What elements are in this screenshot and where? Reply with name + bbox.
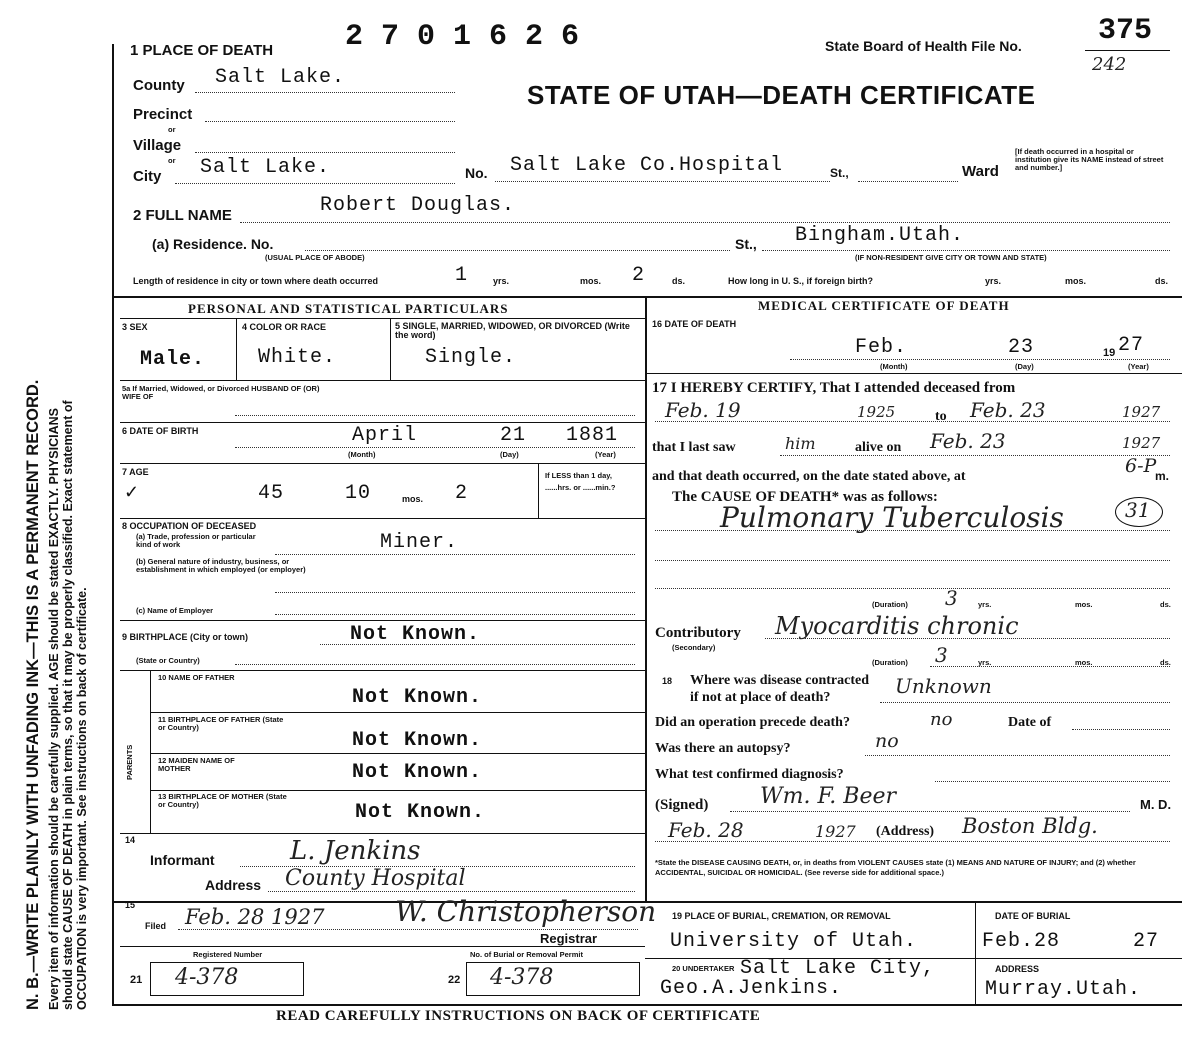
dod-label: 16 DATE OF DEATH: [652, 319, 737, 329]
autopsy-line: [865, 755, 1170, 756]
age-ds: 2: [455, 482, 469, 505]
occupation-c: (c) Name of Employer: [136, 606, 214, 615]
full-name-label: 2 FULL NAME: [133, 207, 232, 224]
burial-place: University of Utah.: [670, 930, 918, 953]
or-2: or: [168, 156, 176, 165]
parents-label: PARENTS: [125, 744, 134, 780]
row-occ-bottom: [120, 620, 645, 621]
q18-line: [880, 702, 1170, 703]
race-value: White.: [258, 346, 337, 369]
attended-from-yr: 1925: [857, 403, 896, 421]
md-label: M. D.: [1140, 797, 1172, 812]
less-than-label: If LESS than 1 day, ......hrs. or ......min.?: [545, 471, 616, 492]
length-yrs: 1: [455, 264, 469, 287]
certificate-title: STATE OF UTAH—DEATH CERTIFICATE: [527, 80, 1036, 110]
village-line: [195, 152, 455, 153]
full-name-line: [240, 222, 1170, 223]
residence-line-2: [762, 250, 1170, 251]
secondary-label: (Secondary): [672, 643, 716, 652]
row-dod-bottom: [645, 373, 1182, 374]
q18-answer: Unknown: [895, 674, 992, 698]
dob-month: April: [352, 424, 418, 447]
dob-day: 21: [500, 424, 527, 447]
dod-month-label: (Month): [880, 362, 908, 371]
occupation-value: Miner.: [380, 531, 459, 554]
test-label: What test confirmed diagnosis?: [655, 767, 844, 782]
race-divider: [390, 318, 391, 380]
city-line: [175, 183, 455, 184]
birthplace-label: 9 BIRTHPLACE (City or town): [122, 632, 248, 642]
operation-label: Did an operation precede death?: [655, 715, 850, 730]
row-filed-bottom: [120, 946, 645, 947]
table-top: [112, 296, 1182, 298]
ward-label: Ward: [962, 163, 999, 180]
length-mos-label: mos.: [580, 276, 602, 286]
date-of-label: Date of: [1008, 715, 1052, 730]
burial-permit-label: No. of Burial or Removal Permit: [470, 950, 583, 959]
to-label: to: [935, 409, 947, 424]
burial-date-label: DATE OF BURIAL: [995, 911, 1071, 921]
county-label: County: [133, 77, 185, 94]
informant-address-line: [268, 891, 635, 892]
certify-text: 17 I HEREBY CERTIFY, That I attended deceased from: [652, 380, 1016, 396]
filed-value: Feb. 28 1927: [185, 905, 325, 929]
residence-value: Bingham.Utah.: [795, 224, 965, 247]
dod-year-label: (Year): [1128, 362, 1149, 371]
filed-label: Filed: [145, 921, 167, 931]
precinct-label: Precinct: [133, 106, 193, 123]
center-divider: [645, 296, 647, 901]
physician-address: Boston Bldg.: [962, 814, 1098, 838]
informant-address: County Hospital: [285, 866, 466, 891]
row-fbp-bottom: [150, 753, 645, 754]
last-saw-text: that I last saw: [652, 440, 736, 455]
cert-number: 2 7 0 1 6 2 6: [345, 20, 580, 54]
mother-value: Not Known.: [352, 761, 483, 784]
street-line: [495, 181, 830, 182]
undertaker-address-label: ADDRESS: [995, 964, 1040, 974]
signed-date: Feb. 28: [668, 818, 744, 842]
age-check: ✓: [124, 482, 140, 502]
signed-year: 1927: [815, 822, 856, 841]
alive-on-label: alive on: [855, 440, 902, 455]
registrar-label: Registrar: [540, 931, 598, 946]
age-mos-label: mos.: [402, 494, 424, 504]
personal-heading-line: [120, 318, 645, 319]
contributory-line: [765, 638, 1170, 639]
duration-line-2: [930, 666, 1170, 667]
dur1-mos: mos.: [1075, 600, 1093, 609]
ward-note: [If death occurred in a hospital or institution give its NAME instead of street and number.]: [1015, 147, 1164, 172]
city-label: City: [133, 168, 162, 185]
length-yrs-label: yrs.: [493, 276, 510, 286]
permit-value: 4-378: [490, 965, 554, 990]
industry-line: [275, 592, 635, 593]
dob-line: [235, 447, 635, 448]
occupation-a: (a) Trade, profession or particular kind of work: [136, 532, 256, 549]
cause-line-2: [655, 560, 1170, 561]
race-label: 4 COLOR OR RACE: [242, 322, 327, 332]
county-line: [195, 92, 455, 93]
dod-line: [790, 359, 1170, 360]
precinct-line: [205, 121, 455, 122]
signed-label: (Signed): [655, 797, 709, 813]
file-no-line: [1085, 50, 1170, 51]
reg-no-index: 21: [130, 974, 143, 986]
registrar-line: [178, 929, 638, 930]
age-yrs: 45: [258, 482, 285, 505]
autopsy-label: Was there an autopsy?: [655, 741, 791, 756]
file-sub: 242: [1092, 54, 1127, 75]
q18-text-a: Where was disease contracted: [690, 673, 869, 688]
father-value: Not Known.: [352, 686, 483, 709]
dob-year-label: (Year): [595, 450, 616, 459]
us-mos-label: mos.: [1065, 276, 1087, 286]
age-mos: 10: [345, 482, 372, 505]
length-label: Length of residence in city or town where death occurred: [133, 276, 379, 286]
full-name-value: Robert Douglas.: [320, 194, 516, 217]
side-note: [24, 50, 104, 1010]
us-ds-label: ds.: [1155, 276, 1169, 286]
attended-to: Feb. 23: [970, 398, 1046, 422]
last-saw-date: Feb. 23: [930, 429, 1006, 453]
row-dob-bottom: [120, 463, 645, 464]
duration-1: 3: [945, 586, 958, 610]
address-line: [655, 841, 1170, 842]
row-mother-bottom: [150, 790, 645, 791]
street-value: Salt Lake Co.Hospital: [510, 154, 784, 177]
no-label: No.: [465, 165, 488, 181]
side-note-line3: should state CAUSE OF DEATH in plain terms, so that it may be properly classified. Exact statement of: [61, 400, 75, 1010]
filed-number: 15: [125, 900, 136, 910]
frame-bottom: [112, 1004, 1182, 1006]
burial-year: 27: [1133, 930, 1160, 953]
birthplace-state: (State or Country): [136, 656, 200, 665]
employer-line: [275, 614, 635, 615]
nonresident-label: (IF NON-RESIDENT GIVE CITY OR TOWN AND STATE): [855, 253, 1047, 262]
operation-value: no: [930, 709, 953, 730]
frame-left: [112, 44, 114, 1004]
father-bp-label: 11 BIRTHPLACE OF FATHER (State or Country): [158, 715, 284, 732]
contributory-value: Myocarditis chronic: [775, 612, 1019, 640]
test-line: [935, 781, 1170, 782]
age-less-divider: [538, 463, 539, 518]
cause-label: The CAUSE OF DEATH* was as follows:: [672, 489, 938, 505]
dod-year-prefix: 19: [1103, 347, 1116, 359]
cause-line-1: [655, 530, 1170, 531]
dur2-mos: mos.: [1075, 658, 1093, 667]
us-label: How long in U. S., if foreign birth?: [728, 276, 873, 286]
residence-label: (a) Residence. No.: [152, 236, 274, 252]
last-saw-line: [780, 455, 1170, 456]
row-sex-bottom: [120, 380, 645, 381]
side-note-line4: OCCUPATION is very important. See instructions on back of certificate.: [75, 587, 89, 1010]
row-age-bottom: [120, 518, 645, 519]
operation-line: [1072, 729, 1170, 730]
q18-number: 18: [662, 676, 673, 686]
father-bp-value: Not Known.: [352, 729, 483, 752]
dod-year: 27: [1118, 334, 1145, 357]
occupation-b: (b) General nature of industry, business, or establishment in which employed (or employer): [136, 557, 306, 574]
age-label: 7 AGE: [122, 467, 149, 477]
sex-value: Male.: [140, 348, 206, 371]
sex-divider: [236, 318, 237, 380]
informant-label: Informant: [150, 852, 215, 868]
dur1-yrs: yrs.: [978, 600, 992, 609]
dob-label: 6 DATE OF BIRTH: [122, 426, 199, 436]
autopsy-value: no: [875, 730, 899, 752]
row-spouse-bottom: [120, 422, 645, 423]
birthplace-line: [320, 644, 635, 645]
residence-st: St.,: [735, 236, 757, 252]
registrar-signature: W. Christopherson: [395, 895, 657, 928]
burial-place-label: 19 PLACE OF BURIAL, CREMATION, OR REMOVAL: [672, 911, 891, 921]
physician-signature: Wm. F. Beer: [760, 784, 897, 809]
signed-line: [730, 811, 1130, 812]
st-ward-line: [858, 181, 958, 182]
father-label: 10 NAME OF FATHER: [158, 673, 235, 682]
informant-number: 14: [125, 835, 136, 845]
dob-day-label: (Day): [500, 450, 519, 459]
sex-label: 3 SEX: [122, 322, 148, 332]
spouse-line: [235, 415, 635, 416]
row-father-bottom: [150, 712, 645, 713]
undertaker-name: Geo.A.Jenkins.: [660, 977, 843, 1000]
reg-no-label: Registered Number: [193, 950, 263, 959]
dod-day-label: (Day): [1015, 362, 1034, 371]
length-mos: 2: [632, 264, 646, 287]
time-m: m.: [1155, 469, 1170, 483]
cause-code: 31: [1125, 498, 1151, 522]
mother-bp-value: Not Known.: [355, 801, 486, 824]
medical-heading: MEDICAL CERTIFICATE OF DEATH: [758, 298, 1010, 313]
last-saw-yr: 1927: [1122, 434, 1161, 452]
death-time: 6-P: [1125, 455, 1157, 477]
duration-label-1: (Duration): [872, 600, 908, 609]
dur1-ds: ds.: [1160, 600, 1171, 609]
personal-heading: PERSONAL AND STATISTICAL PARTICULARS: [188, 301, 509, 316]
occupation-label: 8 OCCUPATION OF DECEASED: [122, 521, 257, 531]
undertaker-label: 20 UNDERTAKER: [672, 964, 735, 973]
file-no: 375: [1098, 14, 1153, 48]
parents-divider: [150, 670, 151, 833]
attended-from: Feb. 19: [665, 398, 741, 422]
place-of-death-label: 1 PLACE OF DEATH: [130, 42, 274, 59]
spouse-label: 5a If Married, Widowed, or Divorced HUSBAND OF (OR) WIFE OF: [122, 384, 320, 401]
cause-line-3: [655, 588, 1170, 589]
birthplace-state-line: [235, 664, 635, 665]
county-value: Salt Lake.: [215, 66, 346, 89]
side-note-line1: N. B.—WRITE PLAINLY WITH UNFADING INK—THIS IS A PERMANENT RECORD.: [24, 379, 42, 1010]
dur2-ds: ds.: [1160, 658, 1171, 667]
informant-value: L. Jenkins: [290, 836, 421, 866]
burial-date: Feb.28: [982, 930, 1061, 953]
undertaker-city: Salt Lake City,: [740, 957, 936, 980]
us-yrs-label: yrs.: [985, 276, 1002, 286]
file-no-label: State Board of Health File No.: [825, 38, 1022, 54]
dob-month-label: (Month): [348, 450, 376, 459]
city-value: Salt Lake.: [200, 156, 331, 179]
duration-2: 3: [935, 643, 948, 667]
attended-line: [655, 421, 1170, 422]
dob-year: 1881: [566, 424, 619, 447]
mother-bp-label: 13 BIRTHPLACE OF MOTHER (State or Country): [158, 792, 287, 809]
duration-label-2: (Duration): [872, 658, 908, 667]
or-1: or: [168, 125, 176, 134]
q18-text-b: if not at place of death?: [690, 690, 831, 705]
marital-value: Single.: [425, 346, 517, 369]
row-bp-bottom: [120, 670, 645, 671]
length-ds-label: ds.: [672, 276, 686, 286]
side-note-line2: Every item of information should be carefully supplied. AGE should be stated EXACTLY. PHYSICIANS: [47, 408, 61, 1010]
mother-label: 12 MAIDEN NAME OF MOTHER: [158, 756, 235, 773]
reg-no-value: 4-378: [175, 965, 239, 990]
address-label: (Address): [876, 824, 935, 839]
attended-to-yr: 1927: [1122, 403, 1161, 421]
occupation-line: [275, 554, 635, 555]
footer-instructions: READ CAREFULLY INSTRUCTIONS ON BACK OF CERTIFICATE: [276, 1008, 761, 1024]
footnote: *State the DISEASE CAUSING DEATH, or, in deaths from VIOLENT CAUSES state (1) MEANS AND NATURE OF INJURY; and (2) whether ACCIDENTAL, SUICIDAL OR HOMICIDAL. (See reverse side for additional space.): [655, 858, 1136, 877]
marital-label: 5 SINGLE, MARRIED, WIDOWED, OR DIVORCED (Write the word): [395, 321, 630, 340]
burial-date-divider: [975, 901, 976, 1004]
permit-index: 22: [448, 974, 461, 986]
last-saw-pronoun: him: [785, 434, 816, 453]
dod-month: Feb.: [855, 336, 908, 359]
informant-address-label: Address: [205, 877, 262, 893]
dur2-yrs: yrs.: [978, 658, 992, 667]
contributory-label: Contributory: [655, 625, 741, 641]
row-mbp-bottom: [120, 833, 645, 834]
cause-value: Pulmonary Tuberculosis: [720, 501, 1064, 534]
undertaker-address: Murray.Utah.: [985, 978, 1142, 1001]
dod-day: 23: [1008, 336, 1035, 359]
village-label: Village: [133, 137, 182, 154]
birthplace-value: Not Known.: [350, 623, 481, 646]
st-label: St.,: [830, 166, 849, 180]
usual-place-label: (USUAL PLACE OF ABODE): [265, 253, 365, 262]
residence-line: [305, 250, 730, 251]
occurred-text: and that death occurred, on the date stated above, at: [652, 469, 966, 484]
